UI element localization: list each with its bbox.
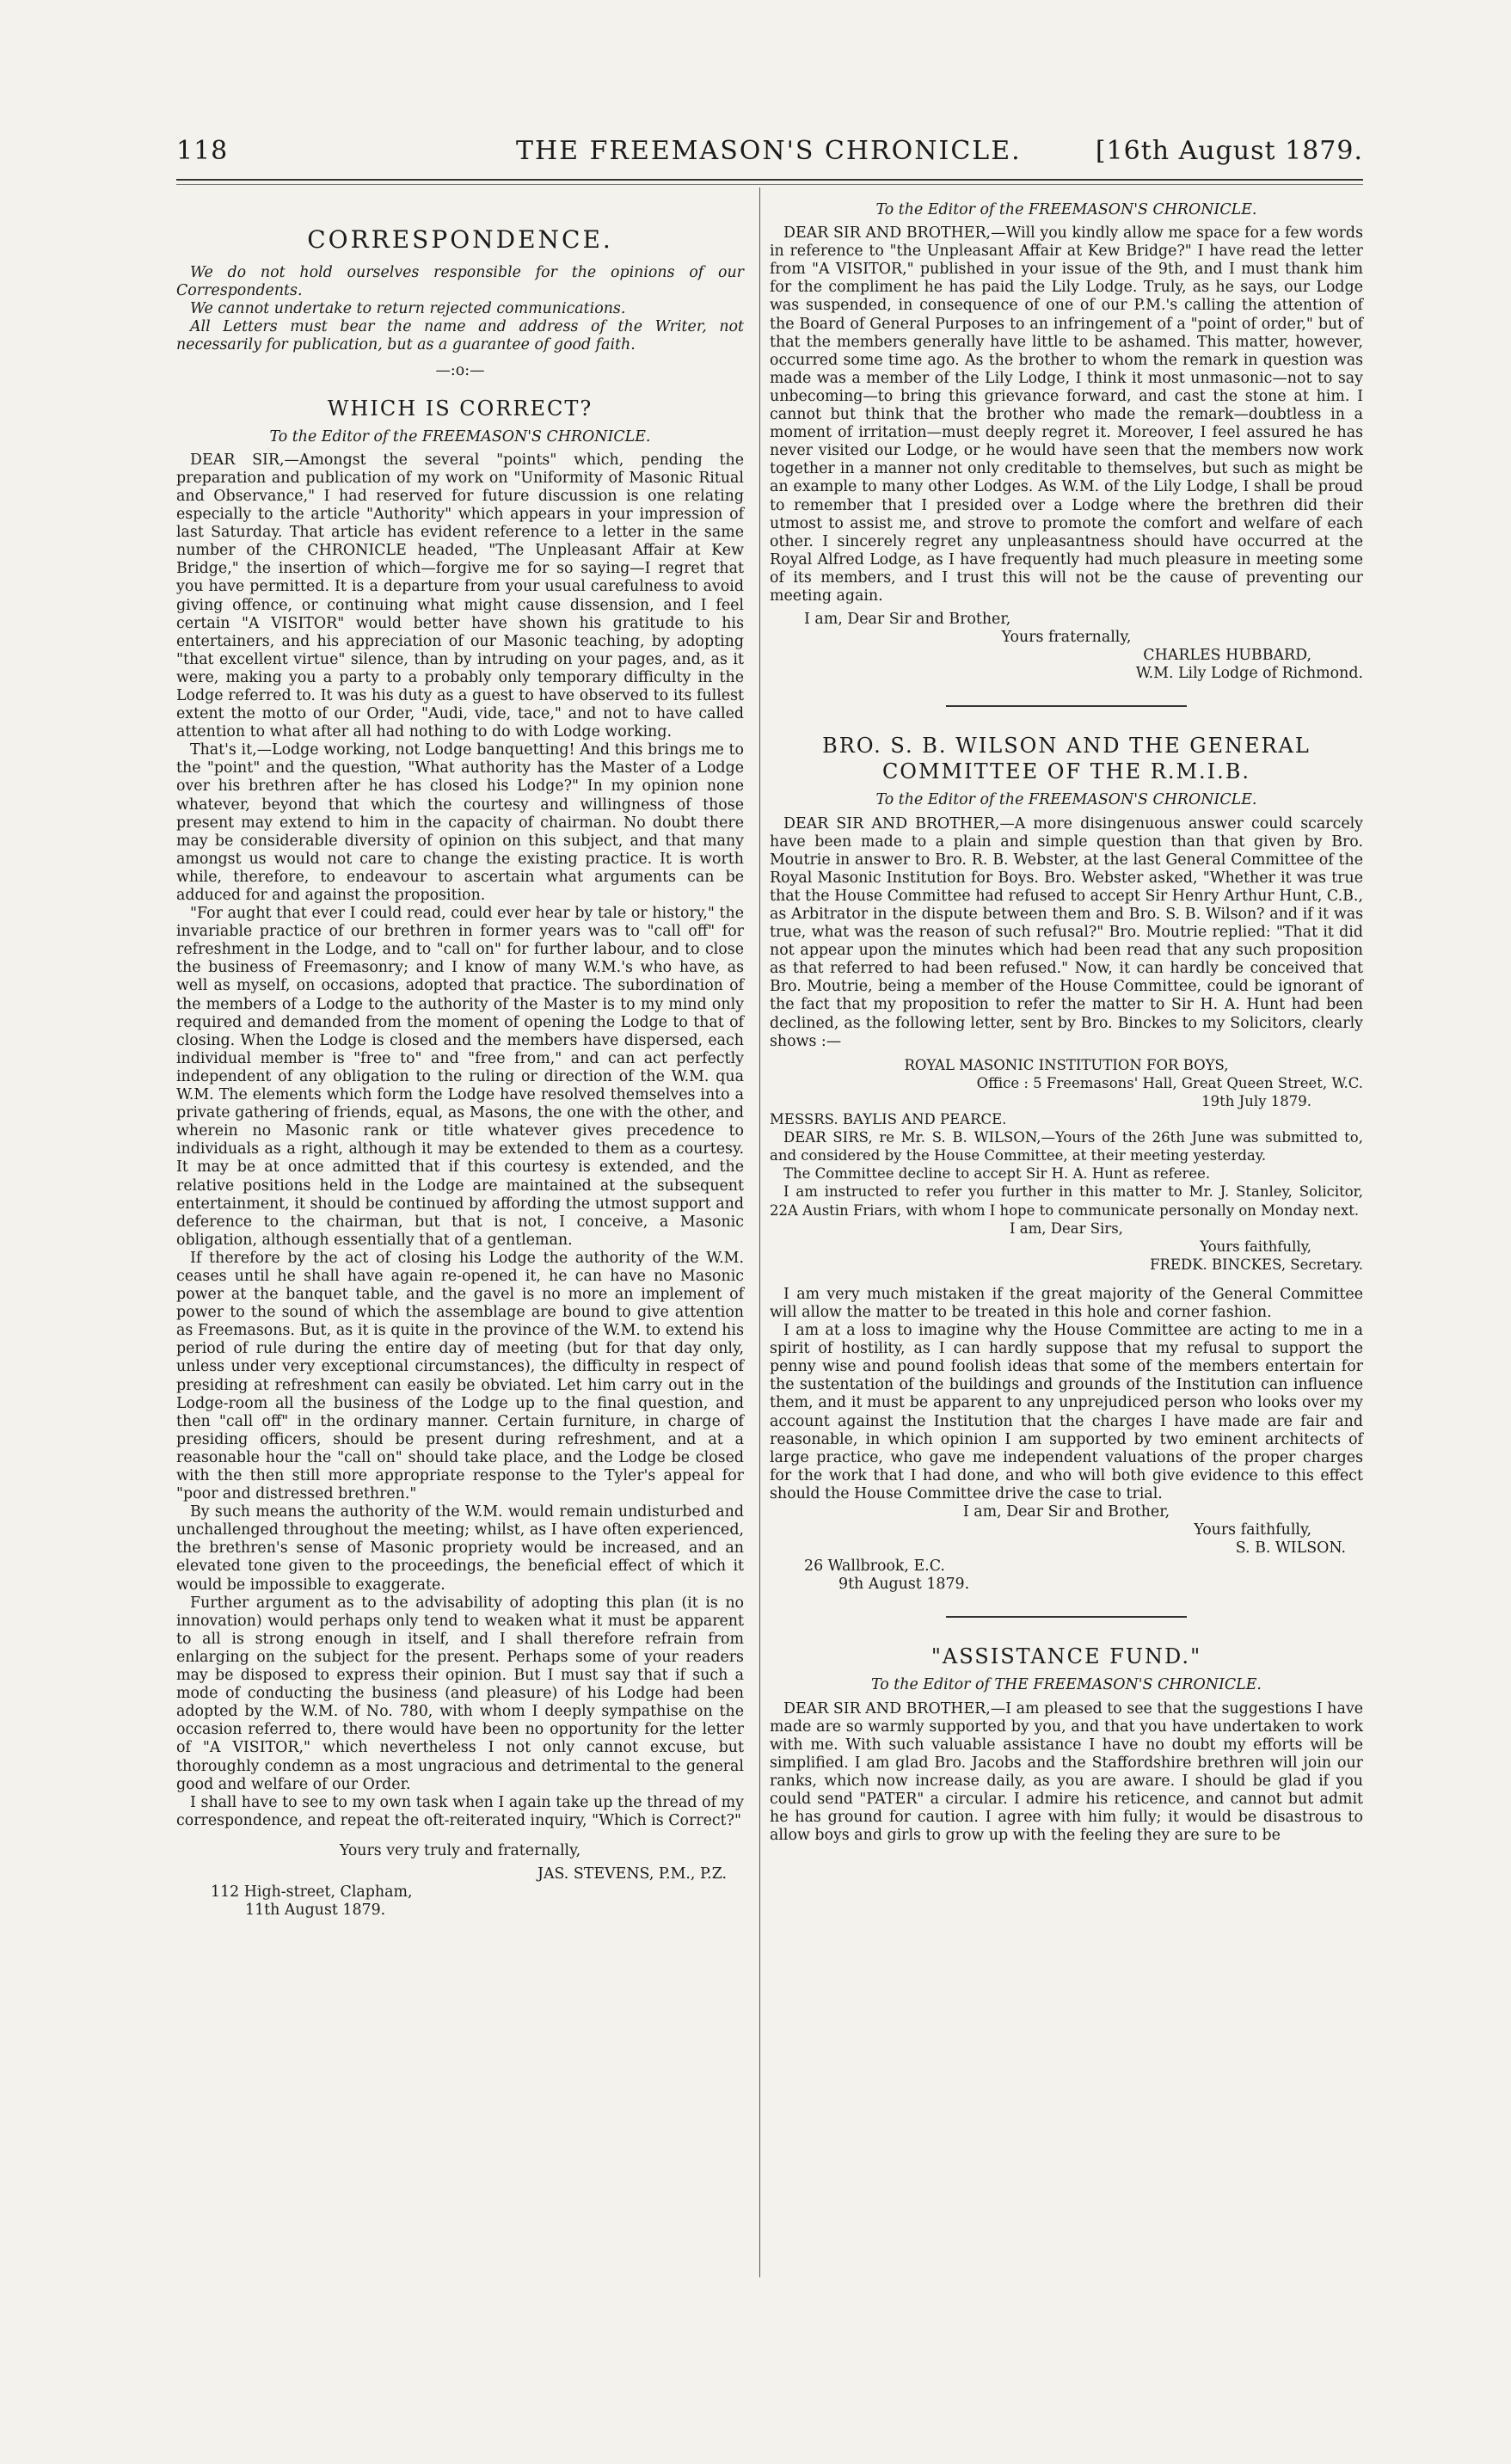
- issue-date: [16th August 1879.: [1095, 136, 1363, 166]
- disclaimer: All Letters must bear the name and address of the Writer, not necessarily for publication, but as a guarantee of good faith.: [176, 318, 744, 354]
- paragraph: I am very much mistaken if the great majority of the General Committee will allow the matter to be treated in this hole and corner fashion.: [770, 1285, 1363, 1321]
- paragraph: I am at a loss to imagine why the House Committee are acting to me in a spirit of hostility, as I can hardly suppose that my refusal to support the penny wise and pound foolish ideas that some of the members entertain for the sustentation of the buildings and grounds of the Institution can influence them, and it must be apparent to any unprejudiced person who looks over my account against the Institution that the charges I have made are fair and reasonable, in which opinion I am supported by two eminent architects of large practice, who gave me independent valuations of the proper charges for the work that I had done, and who will both give evidence to this effect should the House Committee drive the case to trial.: [770, 1322, 1363, 1502]
- institution-name: ROYAL MASONIC INSTITUTION FOR BOYS,: [904, 1056, 1229, 1073]
- signature: CHARLES HUBBARD,: [1143, 647, 1311, 665]
- quoted-paragraph: I am instructed to refer you further in this matter to Mr. J. Stanley, Solicitor, 22A Austin Friars, with whom I hope to communicate personally on Monday next.: [770, 1183, 1363, 1219]
- address-date: 9th August 1879.: [838, 1576, 970, 1594]
- paragraph: By such means the authority of the W.M. would remain undisturbed and unchallenged throughout the meeting; whilst, as I have often experienced, the brethren's sense of Masonic propriety would be increased, and an elevated tone given to the proceedings, the beneficial effect of which it would be impossible to exaggerate.: [176, 1503, 744, 1594]
- closing: Yours faithfully,: [1194, 1521, 1311, 1539]
- closing: Yours fraternally,: [1001, 629, 1132, 647]
- letter-date: 19th July 1879.: [1201, 1092, 1311, 1109]
- closing: I am, Dear Sirs,: [1010, 1220, 1123, 1237]
- disclaimer: We cannot undertake to return rejected communications.: [190, 300, 626, 318]
- header-rule: [176, 179, 1363, 181]
- right-column: [770, 200, 1363, 1845]
- address-date: 11th August 1879.: [245, 1902, 386, 1920]
- signature: S. B. WILSON.: [1235, 1539, 1346, 1558]
- signature: FREDK. BINCKES, Secretary.: [1150, 1256, 1363, 1273]
- newspaper-title: THE FREEMASON'S CHRONICLE.: [516, 136, 1022, 166]
- paragraph: I shall have to see to my own task when I again take up the thread of my correspondence, and repeat the oft-reiterated inquiry, "Which is Correct?": [176, 1793, 744, 1829]
- paragraph: "For aught that ever I could read, could ever hear by tale or history," the invariable practice of our brethren in former years was to "call off" for refreshment in the Lodge, and to "call on" for further labour, and to close the business of Freemasonry; and I know of many W.M.'s who have, as well as myself, on occasions, adopted that practice. The subordination of the members of a Lodge to the authority of the Master is to my mind only required and demanded from the moment of opening the Lodge to that of closing. When the Lodge is closed and the members have dispersed, each individual member is "free to" and "free from," and can act perfectly independent of any obligation to the ruling or direction of the W.M. qua W.M. The elements which form the Lodge have resolved themselves into a private gathering of friends, equal, as Masons, the one with the other, and wherein no Masonic rank or title whatever gives precedence to individuals as a right, although it may be extended to them as a courtesy. It may be at once admitted that if this courtesy is extended, and the relative positions held in the Lodge are maintained at the subsequent entertainment, it should be continued by affording the utmost support and deference to the chairman, but that is not, I conceive, a Masonic obligation, although essentially that of a gentleman.: [176, 905, 744, 1249]
- to-editor-line: To the Editor of the FREEMASON'S CHRONICLE.: [875, 791, 1257, 809]
- quoted-paragraph: The Committee decline to accept Sir H. A. Hunt as referee.: [783, 1165, 1211, 1183]
- to-editor-line: To the Editor of the FREEMASON'S CHRONICLE.: [269, 427, 651, 445]
- article-separator: [946, 1616, 1187, 1618]
- article-title: WHICH IS CORRECT?: [327, 396, 593, 421]
- salutation: MESSRS. BAYLIS AND PEARCE.: [770, 1111, 1007, 1128]
- page-number: 118: [176, 136, 229, 166]
- address-line: 26 Wallbrook, E.C.: [804, 1558, 945, 1576]
- left-column: [176, 213, 744, 1920]
- closing: Yours faithfully,: [1200, 1238, 1311, 1255]
- closing: I am, Dear Sir and Brother,: [962, 1503, 1170, 1521]
- paragraph: DEAR SIR,—Amongst the several "points" which, pending the preparation and publication of my work on "Uniformity of Masonic Ritual and Observance," I had reserved for future discussion is one relating especially to the article "Authority" which appears in your impression of last Saturday. That article has evident reference to a letter in the same number of the CHRONICLE headed, "The Unpleasant Affair at Kew Bridge," the insertion of which—forgive me for so saying—I regret that you have permitted. It is a departure from your usual carefulness to avoid giving offence, or continuing what might cause dissension, and I feel certain "A VISITOR" would better have shown his gratitude to his entertainers, and his appreciation of our Masonic teaching, by adopting "that excellent virtue" silence, than by intruding on your pages, and, as it were, making you a party to a probably only temporary difficulty in the Lodge referred to. It was his duty as a guest to have observed to its fullest extent the motto of our Order, "Audi, vide, tace," and not to have called attention to what after all had nothing to do with Lodge working.: [176, 451, 744, 741]
- address-line: 112 High-street, Clapham,: [211, 1883, 413, 1902]
- article-separator: [946, 705, 1187, 707]
- closing: I am, Dear Sir and Brother,: [804, 611, 1011, 629]
- paragraph: If therefore by the act of closing his Lodge the authority of the W.M. ceases until he shall have again re-opened it, he can have no Masonic power at the banquet table, and the gavel is no more an implement of power to the sound of which the assemblage are bound to give attention as Freemasons. But, as it is quite in the province of the W.M. to extend his period of rule during the entire day of meeting (but for that day only, unless under very exceptional circumstances), the difficulty in respect of presiding at refreshment can easily be obviated. Let him carry out in the Lodge-room all the business of the Lodge up to the final question, and then "call off" in the ordinary manner. Certain furniture, in charge of presiding officers, should be present during refreshment, and at a reasonable hour the "call on" should take place, and the Lodge be closed with the then still more appropriate response to the Tyler's appeal for "poor and distressed brethren.": [176, 1249, 744, 1503]
- paragraph: DEAR SIR AND BROTHER,—A more disingenuous answer could scarcely have been made to a plain and simple question than that given by Bro. Moutrie in answer to Bro. R. B. Webster, at the last General Committee of the Royal Masonic Institution for Boys. Bro. Webster asked, "Whether it was true that the House Committee had refused to accept Sir Henry Arthur Hunt, C.B., as Arbitrator in the dispute between them and Bro. S. B. Wilson? and if it was true, what was the reason of such refusal?" Bro. Moutrie replied: "That it did not appear upon the minutes which had been read that any such proposition as that referred to had been refused." Now, it can hardly be conceived that Bro. Moutrie, being a member of the House Committee, could be ignorant of the fact that my proposition to refer the matter to Sir H. A. Hunt had been declined, as the following letter, sent by Bro. Binckes to my Solicitors, clearly shows :—: [770, 814, 1363, 1050]
- closing: Yours very truly and fraternally,: [339, 1841, 581, 1859]
- section-divider: —:o:—: [435, 361, 485, 379]
- to-editor-line: To the Editor of the FREEMASON'S CHRONICLE.: [875, 201, 1257, 218]
- quoted-paragraph: DEAR SIRS, re Mr. S. B. WILSON,—Yours of the 26th June was submitted to, and considered by the House Committee, at their meeting yesterday.: [770, 1129, 1363, 1164]
- to-editor-line: To the Editor of THE FREEMASON'S CHRONICLE.: [871, 1676, 1262, 1694]
- article-title: "ASSISTANCE FUND.": [931, 1644, 1202, 1669]
- paragraph: That's it,—Lodge working, not Lodge banquetting! And this brings me to the "point" and the question, "What authority has the Master of a Lodge over his brethren after he has closed his Lodge?" In my opinion none whatever, beyond that which the courtesy and willingness of those present may extend to him in the capacity of chairman. No doubt there may be considerable diversity of opinion on this subject, and that many amongst us would not care to change the existing practice. It is worth while, therefore, to endeavour to ascertain what arguments can be adduced for and against the proposition.: [176, 741, 744, 904]
- paragraph: Further argument as to the advisability of adopting this plan (it is no innovation) would perhaps only tend to weaken what it must be apparent to all is strong enough in itself, and I shall therefore refrain from enlarging on the subject for the present. Perhaps some of your readers may be disposed to express their opinion. But I must say that if such a mode of conducting the business (and pleasure) of his Lodge had been adopted by the W.M. of No. 780, with whom I deeply sympathise on the occasion referred to, there would have been no opportunity for the letter of "A VISITOR," which nevertheless I not only cannot excuse, but thoroughly condemn as a most ungracious and detrimental to the general good and welfare of our Order.: [176, 1594, 744, 1793]
- section-heading: CORRESPONDENCE.: [307, 225, 613, 254]
- signature: JAS. STEVENS, P.M., P.Z.: [537, 1865, 727, 1883]
- header-rule-thin: [176, 184, 1363, 185]
- column-divider: [759, 187, 760, 2277]
- paragraph: DEAR SIR AND BROTHER,—Will you kindly allow me space for a few words in reference to "the Unpleasant Affair at Kew Bridge?" I have read the letter from "A VISITOR," published in your issue of the 9th, and I must thank him for the compliment he has paid the Lily Lodge. Truly, as he says, our Lodge was suspended, in consequence of one of our P.M.'s calling the attention of the Board of General Purposes to an infringement of a "point of order," but of that the members generally have little to be ashamed. This matter, however, occurred some time ago. As the brother to whom the remark in question was made was a member of the Lily Lodge, I think it most unmasonic—not to say unbecoming—to bring this grievance forward, and cast the stone at him. I cannot but think that the brother who made the remark—doubtless in a moment of irritation—must deeply regret it. Moreover, I feel assured he has never visited our Lodge, or he would have seen that the members now work together in a manner not only creditable to themselves, but such as might be an example to many other Lodges. As W.M. of the Lily Lodge, I shall be proud to remember that I presided over a Lodge where the brethren did their utmost to assist me, and strove to promote the comfort and welfare of each other. I sincerely regret any unpleasantness should have occurred at the Royal Alfred Lodge, as I have frequently had much pleasure in meeting some of its members, and I trust this will not be the cause of preventing our meeting again.: [770, 224, 1363, 605]
- page-header: [176, 136, 1363, 172]
- institution-office: Office : 5 Freemasons' Hall, Great Queen Street, W.C.: [976, 1074, 1363, 1091]
- article-title: BRO. S. B. WILSON AND THE GENERAL COMMITTEE OF THE R.M.I.B.: [822, 734, 1311, 784]
- signature-role: W.M. Lily Lodge of Richmond.: [1135, 665, 1363, 683]
- paragraph: DEAR SIR AND BROTHER,—I am pleased to see that the suggestions I have made are so warmly supported by you, and that you have undertaken to work with me. With such valuable assistance I have no doubt my efforts will be simplified. I am glad Bro. Jacobs and the Staffordshire brethren will join our ranks, which now increase daily, as you are aware. I should be glad if you could send "PATER" a circular. I admire his reticence, and cannot but admit he has ground for caution. I agree with him fully; it would be disastrous to allow boys and girls to grow up with the feeling they are sure to be: [770, 1699, 1363, 1845]
- disclaimer: We do not hold ourselves responsible for the opinions of our Correspondents.: [176, 264, 744, 300]
